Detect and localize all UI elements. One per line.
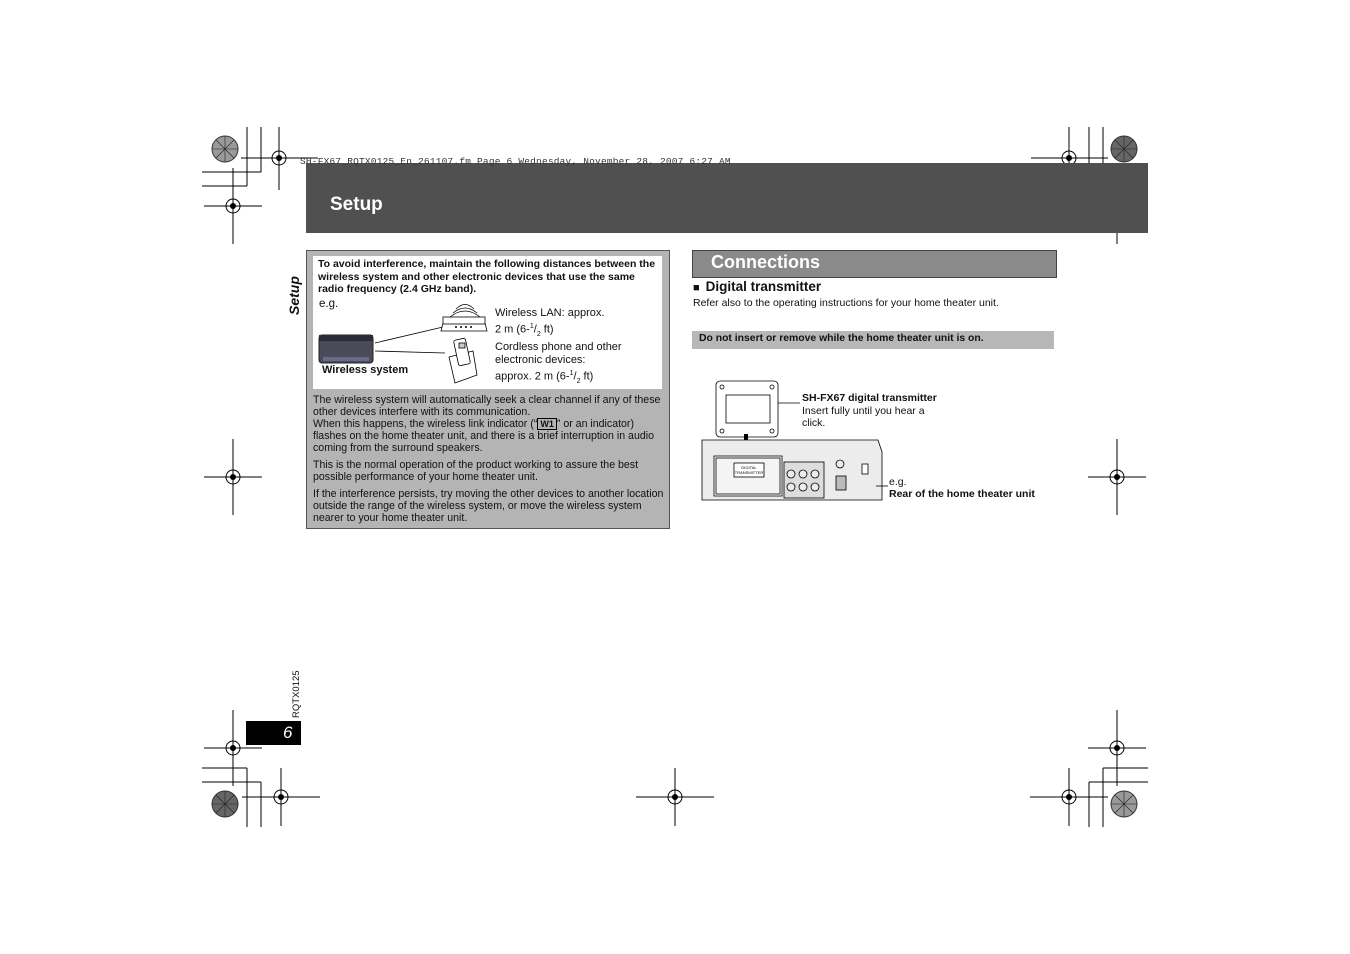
wireless-lan-distance: Wireless LAN: approx. 2 m ($6-^1/_2$ ft) — [495, 307, 605, 338]
connections-title: Connections — [711, 252, 821, 272]
side-section-label: Setup — [286, 276, 302, 315]
caution-text: Do not insert or remove while the home theater unit is on. — [699, 333, 984, 344]
refer-text: Refer also to the operating instructions for your home theater unit. — [693, 297, 999, 309]
page-title: Setup — [330, 194, 383, 215]
cordless-phone-distance: Cordless phone and other electronic devices: approx. 2 m ($6-^1/_2$ ft) — [495, 341, 622, 385]
interference-warning: To avoid interference, maintain the following distances between the wireless system and other electronic devices that use the same radio frequency (2.4 GHz band). — [318, 258, 656, 295]
home-theater-rear-panel — [702, 440, 882, 500]
header-band — [306, 163, 1148, 233]
transmitter-name: SH-FX67 digital transmitter — [802, 392, 937, 404]
cordless-phone-icon — [449, 338, 477, 383]
wireless-system-icon — [319, 335, 373, 363]
page-number: 6 — [283, 723, 293, 742]
slot-label-line2: TRANSMITTER — [734, 470, 764, 475]
file-info: SH-FX67_RQTX0125_En_261107.fm Page 6 Wednesday, November 28, 2007 6:27 AM — [300, 156, 731, 167]
digital-transmitter-icon — [716, 381, 778, 437]
rear-unit-label: Rear of the home theater unit — [889, 488, 1035, 500]
digital-transmitter-heading: ■ Digital transmitter — [693, 279, 822, 294]
wireless-link-indicator: W1 — [537, 418, 557, 430]
wireless-system-label: Wireless system — [322, 364, 409, 376]
interference-explanation: The wireless system will automatically seek a clear channel if any of these other devices interfere with its communication. When this happens, the wireless link indicator (“ W1 ” or an indicator) flashes on the home theater unit, and there is a brief interruption in audio coming from the surround speakers. This is the normal operation of the product working to assure the best possible performance of your home theater unit. If the interference persists, try moving the other devices to another location outside the range of the wireless system, or move the wireless system nearer to your home theater unit. — [313, 394, 664, 524]
example-label-rear: e.g. — [889, 476, 907, 488]
example-label: e.g. — [319, 298, 339, 310]
document-code: RQTX0125 — [291, 670, 302, 718]
transmitter-instruction: Insert fully until you hear a click. — [802, 405, 925, 429]
slot-label-line1: DIGITAL — [741, 465, 757, 470]
router-icon — [441, 305, 487, 332]
page-number-box — [246, 721, 301, 745]
